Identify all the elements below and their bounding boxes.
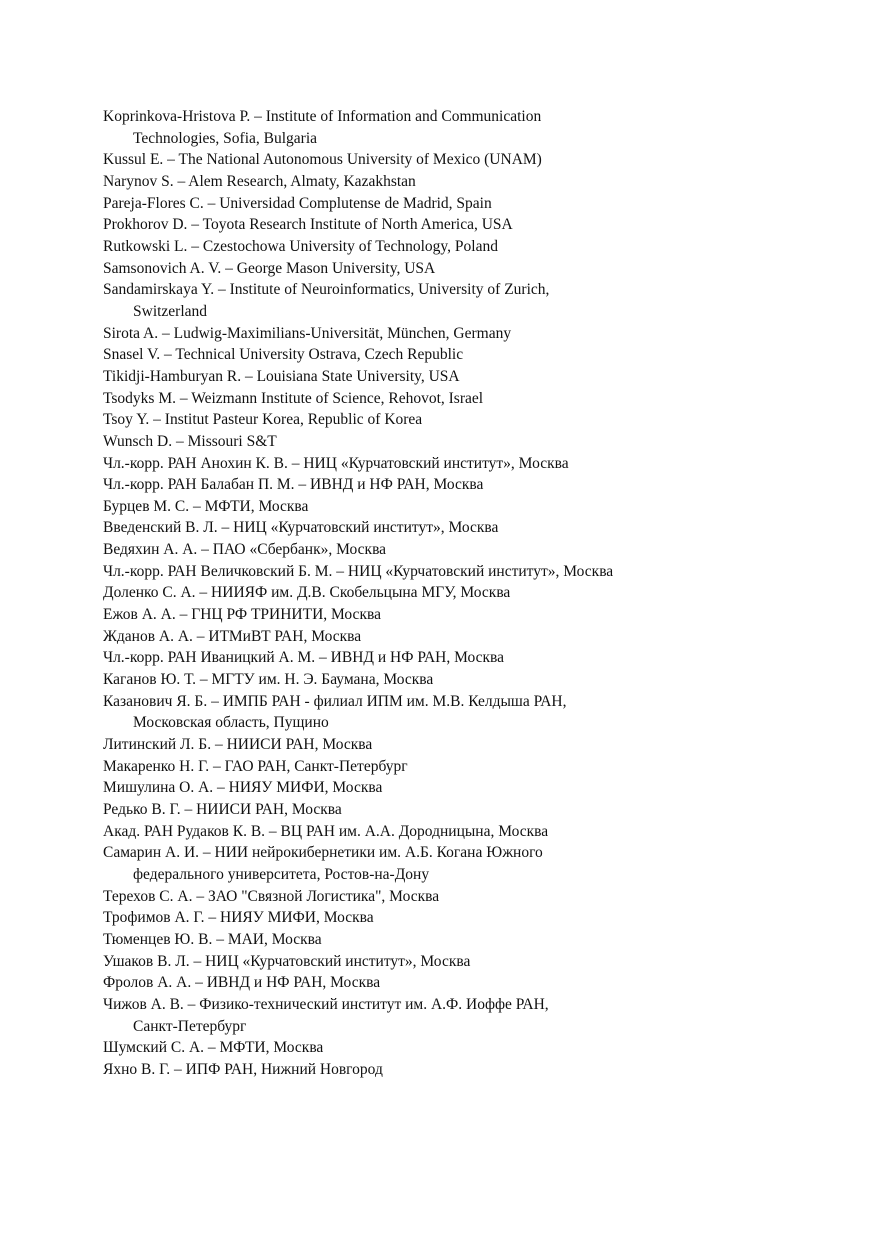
entry-text: Samsonovich A. V. – George Mason University, USA xyxy=(103,259,436,277)
entry-text: Редько В. Г. – НИИСИ РАН, Москва xyxy=(103,801,342,818)
entry-text: Tsoy Y. – Institut Pasteur Korea, Republic of Korea xyxy=(103,411,423,429)
entry-continuation: федерального университета, Ростов-на-Дону xyxy=(133,865,430,883)
list-item xyxy=(103,279,843,322)
entry-continuation: Московская область, Пущино xyxy=(133,714,329,732)
entry-text: Шумский С. А. – МФТИ, Москва xyxy=(103,1039,324,1057)
entry-continuation: Switzerland xyxy=(133,302,208,320)
entry-text: Яхно В. Г. – ИПФ РАН, Нижний Новгород xyxy=(103,1060,383,1078)
entry-text: Бурцев М. С. – МФТИ, Москва xyxy=(103,497,309,515)
list-item xyxy=(103,409,843,431)
list-item xyxy=(103,496,843,518)
entry-text: Чл.-корр. РАН Величковский Б. М. – НИЦ «Курчатовский институт», Москва xyxy=(103,562,614,580)
list-item xyxy=(103,582,843,604)
entry-text: Tikidji-Hamburyan R. – Louisiana State University, USA xyxy=(103,367,460,385)
list-item xyxy=(103,214,843,236)
list-item xyxy=(103,626,843,648)
entry-text: Ежов А. А. – ГНЦ РФ ТРИНИТИ, Москва xyxy=(103,606,381,624)
list-item xyxy=(103,777,843,799)
list-item xyxy=(103,821,843,843)
list-item xyxy=(103,236,843,258)
entry-text: Введенский В. Л. – НИЦ «Курчатовский институт», Москва xyxy=(103,519,499,537)
entry-text: Rutkowski L. – Czestochowa University of Technology, Poland xyxy=(103,237,498,255)
list-item xyxy=(103,388,843,410)
list-item xyxy=(103,691,843,734)
list-item xyxy=(103,842,843,885)
entry-text: Snasel V. – Technical University Ostrava, Czech Republic xyxy=(103,346,464,364)
list-item xyxy=(103,258,843,280)
list-item xyxy=(103,951,843,973)
entry-text: Самарин А. И. – НИИ нейрокибернетики им. А.Б. Когана Южного xyxy=(103,844,543,862)
entry-text: Чижов А. В. – Физико-технический институт им. А.Ф. Иоффе РАН, xyxy=(103,995,549,1013)
entry-text: Литинский Л. Б. – НИИСИ РАН, Москва xyxy=(103,736,373,754)
list-item xyxy=(103,1037,843,1059)
list-item xyxy=(103,366,843,388)
entry-text: Koprinkova-Hristova P. – Institute of Information and Communication xyxy=(103,108,542,125)
entry-text: Kussul E. – The National Autonomous University of Mexico (UNAM) xyxy=(103,151,542,169)
entry-text: Тюменцев Ю. В. – МАИ, Москва xyxy=(103,930,322,948)
list-item xyxy=(103,994,843,1037)
entry-text: Pareja-Flores C. – Universidad Complutense de Madrid, Spain xyxy=(103,194,492,212)
entry-text: Макаренко Н. Г. – ГАО РАН, Санкт-Петербург xyxy=(103,757,408,775)
entry-text: Tsodyks M. – Weizmann Institute of Science, Rehovot, Israel xyxy=(103,389,484,407)
entry-text: Sandamirskaya Y. – Institute of Neuroinformatics, University of Zurich, xyxy=(103,281,550,299)
list-item xyxy=(103,474,843,496)
entry-continuation: Санкт-Петербург xyxy=(133,1017,247,1035)
list-item xyxy=(103,344,843,366)
list-item xyxy=(103,106,843,149)
list-item xyxy=(103,1059,843,1081)
entry-text: Prokhorov D. – Toyota Research Institute of North America, USA xyxy=(103,216,513,234)
list-item xyxy=(103,539,843,561)
list-item xyxy=(103,886,843,908)
list-item xyxy=(103,604,843,626)
list-item xyxy=(103,431,843,453)
entry-text: Трофимов А. Г. – НИЯУ МИФИ, Москва xyxy=(103,909,374,927)
list-item xyxy=(103,453,843,475)
entry-text: Чл.-корр. РАН Анохин К. В. – НИЦ «Курчатовский институт», Москва xyxy=(103,454,569,472)
list-item xyxy=(103,907,843,929)
committee-member-list xyxy=(103,106,843,1081)
entry-text: Терехов С. А. – ЗАО "Связной Логистика", Москва xyxy=(103,887,440,905)
list-item xyxy=(103,517,843,539)
entry-text: Мишулина О. А. – НИЯУ МИФИ, Москва xyxy=(103,779,383,797)
entry-text: Чл.-корр. РАН Иваницкий А. М. – ИВНД и НФ РАН, Москва xyxy=(103,649,505,667)
entry-text: Акад. РАН Рудаков К. В. – ВЦ РАН им. А.А. Дородницына, Москва xyxy=(103,822,549,840)
entry-text: Чл.-корр. РАН Балабан П. М. – ИВНД и НФ РАН, Москва xyxy=(103,476,484,494)
entry-text: Жданов А. А. – ИТМиВТ РАН, Москва xyxy=(103,627,362,645)
list-item xyxy=(103,669,843,691)
entry-text: Ушаков В. Л. – НИЦ «Курчатовский институт», Москва xyxy=(103,952,471,970)
list-item xyxy=(103,929,843,951)
entry-text: Ведяхин А. А. – ПАО «Сбербанк», Москва xyxy=(103,541,387,559)
entry-text: Narynov S. – Alem Research, Almaty, Kazakhstan xyxy=(103,172,416,190)
list-item xyxy=(103,561,843,583)
list-item xyxy=(103,171,843,193)
list-item xyxy=(103,323,843,345)
entry-text: Фролов А. А. – ИВНД и НФ РАН, Москва xyxy=(103,974,381,992)
list-item xyxy=(103,193,843,215)
entry-text: Доленко С. А. – НИИЯФ им. Д.В. Скобельцына МГУ, Москва xyxy=(103,584,511,602)
list-item xyxy=(103,799,843,821)
list-item xyxy=(103,734,843,756)
entry-continuation: Technologies, Sofia, Bulgaria xyxy=(133,129,318,147)
entry-text: Sirota A. – Ludwig-Maximilians-Universität, München, Germany xyxy=(103,324,512,342)
entry-text: Казанович Я. Б. – ИМПБ РАН - филиал ИПМ им. М.В. Келдыша РАН, xyxy=(103,692,567,710)
list-item xyxy=(103,972,843,994)
entry-text: Каганов Ю. Т. – МГТУ им. Н. Э. Баумана, Москва xyxy=(103,671,434,689)
list-item xyxy=(103,756,843,778)
list-item xyxy=(103,149,843,171)
entry-text: Wunsch D. – Missouri S&T xyxy=(103,432,277,450)
list-item xyxy=(103,647,843,669)
